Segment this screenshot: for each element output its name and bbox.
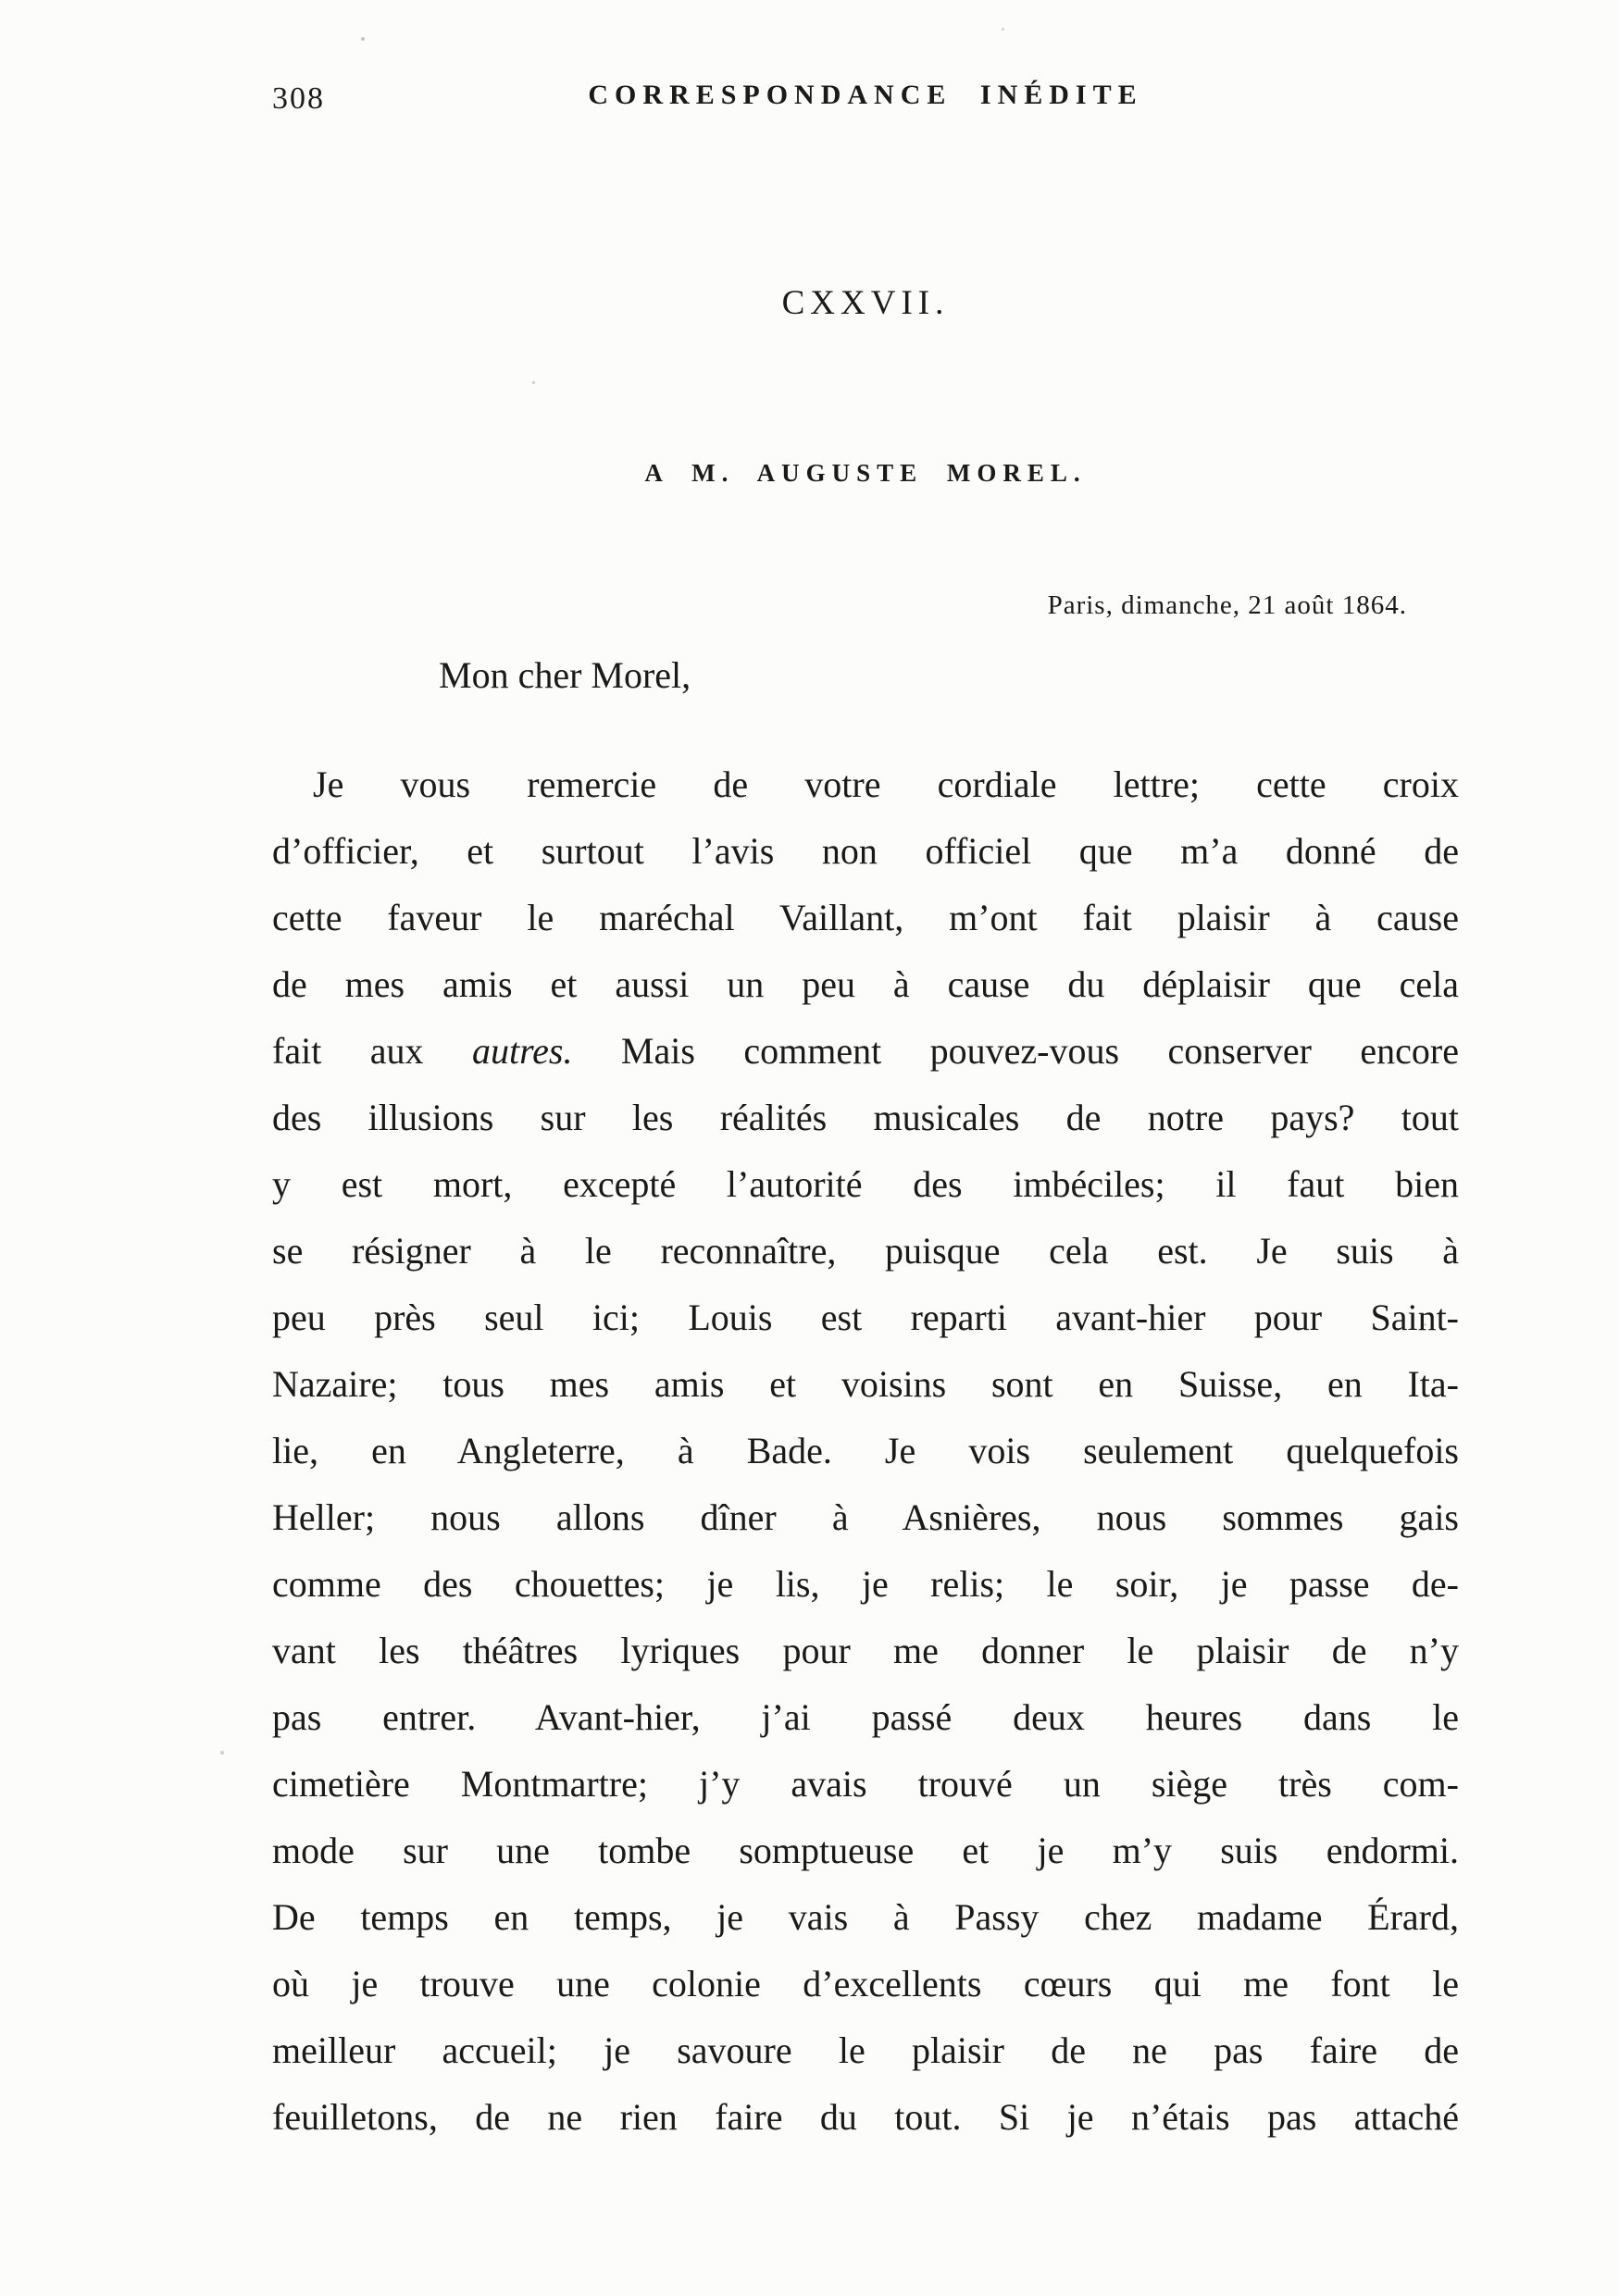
line-text: fait aux bbox=[272, 1030, 472, 1072]
letter-number: CXXVII. bbox=[781, 284, 950, 322]
letter-body-line bbox=[272, 751, 1459, 818]
line-text: peu près seul ici; Louis est reparti avant-hier pour Saint- bbox=[272, 1297, 1459, 1338]
line-text: d’officier, et surtout l’avis non officiel que m’a donné de bbox=[272, 830, 1459, 872]
line-text: Heller; nous allons dîner à Asnières, nous sommes gais bbox=[272, 1496, 1459, 1538]
line-text: De temps en temps, je vais à Passy chez madame Érard, bbox=[272, 1896, 1459, 1938]
letter-body-line bbox=[272, 1351, 1459, 1418]
page-header bbox=[272, 80, 1459, 124]
letter-body-line bbox=[272, 1951, 1459, 2017]
letter-body-line bbox=[272, 1285, 1459, 1351]
line-text: Mais comment pouvez-vous conserver encore bbox=[572, 1030, 1459, 1072]
letter-body-line bbox=[272, 951, 1459, 1018]
line-text: pas entrer. Avant-hier, j’ai passé deux heures dans le bbox=[272, 1696, 1459, 1738]
line-text: comme des chouettes; je lis, je relis; le soir, je passe de- bbox=[272, 1563, 1459, 1605]
letter-body-line bbox=[272, 1818, 1459, 1884]
scan-speck bbox=[361, 37, 365, 41]
letter-salutation: Mon cher Morel, bbox=[439, 654, 691, 696]
line-text: où je trouve une colonie d’excellents cœurs qui me font le bbox=[272, 1963, 1459, 2004]
letter-body-line bbox=[272, 1218, 1459, 1285]
letter-body bbox=[272, 751, 1459, 2151]
scan-speck bbox=[1424, 1323, 1426, 1326]
letter-dateline: Paris, dimanche, 21 août 1864. bbox=[1047, 590, 1407, 620]
line-text: des illusions sur les réalités musicales de notre pays? tout bbox=[272, 1097, 1459, 1138]
letter-body-line bbox=[272, 1484, 1459, 1551]
letter-body-line bbox=[272, 1418, 1459, 1484]
scan-speck bbox=[220, 1751, 224, 1755]
letter-body-line bbox=[272, 1884, 1459, 1951]
scan-speck bbox=[1002, 28, 1004, 31]
scan-speck bbox=[532, 381, 535, 384]
italic-word: autres. bbox=[471, 1030, 573, 1072]
line-text: mode sur une tombe somptueuse et je m’y suis endormi. bbox=[272, 1830, 1459, 1871]
letter-body-line bbox=[272, 1151, 1459, 1218]
letter-body-line bbox=[272, 885, 1459, 951]
letter-body-line bbox=[272, 2084, 1459, 2151]
line-text: se résigner à le reconnaître, puisque cela est. Je suis à bbox=[272, 1230, 1459, 1272]
line-text: vant les théâtres lyriques pour me donner le plaisir de n’y bbox=[272, 1630, 1459, 1671]
line-text: cette faveur le maréchal Vaillant, m’ont fait plaisir à cause bbox=[272, 897, 1459, 938]
line-text: feuilletons, de ne rien faire du tout. Si je n’étais pas attaché bbox=[272, 2096, 1459, 2138]
letter-body-line bbox=[272, 1751, 1459, 1818]
line-text: Nazaire; tous mes amis et voisins sont en Suisse, en Ita- bbox=[272, 1363, 1459, 1405]
page-number: 308 bbox=[272, 81, 325, 116]
line-text: y est mort, excepté l’autorité des imbéciles; il faut bien bbox=[272, 1163, 1459, 1205]
letter-body-line bbox=[272, 1618, 1459, 1684]
letter-recipient: A M. AUGUSTE MOREL. bbox=[644, 459, 1087, 487]
running-head: CORRESPONDANCE INÉDITE bbox=[588, 80, 1143, 110]
letter-body-line bbox=[272, 1684, 1459, 1751]
letter-body-line bbox=[272, 1018, 1459, 1085]
line-text: cimetière Montmartre; j’y avais trouvé un siège très com- bbox=[272, 1763, 1459, 1805]
letter-body-line bbox=[272, 2017, 1459, 2084]
line-text: lie, en Angleterre, à Bade. Je vois seulement quelquefois bbox=[272, 1430, 1459, 1471]
letter-body-line bbox=[272, 818, 1459, 885]
letter-body-line bbox=[272, 1085, 1459, 1151]
line-text: de mes amis et aussi un peu à cause du déplaisir que cela bbox=[272, 963, 1459, 1005]
line-text: Je vous remercie de votre cordiale lettre; cette croix bbox=[313, 763, 1459, 805]
letter-body-line bbox=[272, 1551, 1459, 1618]
line-text: meilleur accueil; je savoure le plaisir de ne pas faire de bbox=[272, 2029, 1459, 2071]
